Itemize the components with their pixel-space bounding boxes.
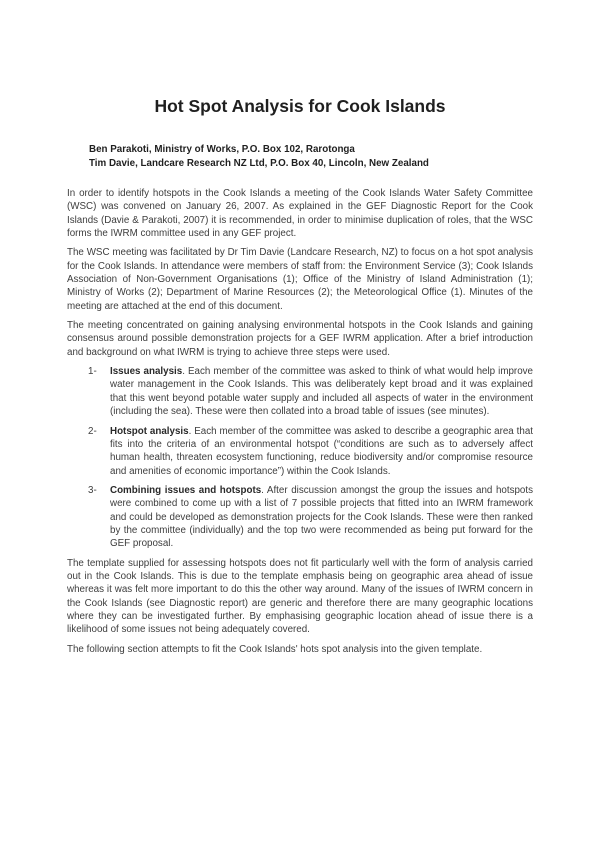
- list-item-rest: . Each member of the committee was asked to think of what would help improve water management in the Cook Islands. This was deliberately kept broad and it was explained that this went beyond potable water supply and included all aspects of water in the environment (including the sea). These were then collated into a broad table of issues (see minutes).: [110, 366, 533, 418]
- paragraph-meeting-concentrated: The meeting concentrated on gaining analysing environmental hotspots in the Cook Islands and gaining consensus around possible demonstration projects for a GEF IWRM application. After a brief introduction and background on what IWRM is trying to achieve three steps were used.: [67, 320, 533, 358]
- list-marker-3: 3-: [88, 484, 97, 496]
- paragraph-following-section: The following section attempts to fit the Cook Islands' hots spot analysis into the given template.: [67, 643, 483, 655]
- list-marker-2: 2-: [88, 425, 97, 437]
- author-line-2: Tim Davie, Landcare Research NZ Ltd, P.O. Box 40, Lincoln, New Zealand: [89, 157, 429, 169]
- paragraph-meeting-convened: In order to identify hotspots in the Cook Islands a meeting of the Cook Islands Water Safety Committee (WSC) was convened on January 26, 2007. As explained in the GEF Diagnostic Report for the Cook Islands (Davie & Parakoti, 2007) it is recommended, in order to minimise duplication of roles, that the WSC forms the IWRM committee used in any GEF project.: [67, 188, 533, 240]
- paragraph-template-supplied: The template supplied for assessing hotspots does not fit particularly well with the form of analysis carried out in the Cook Islands. This is due to the template emphasis being on geographic area ahead of issue whereas it was felt more important to do this the other way around. Many of the issues of IWRM concern in the Cook Islands (see Diagnostic report) are generic and therefore there are many geographic locations where they can be investigated further. By emphasising geographic location ahead of issue there is a likelihood of some issues not being adequately covered.: [67, 557, 533, 636]
- paragraph-meeting-facilitated: The WSC meeting was facilitated by Dr Tim Davie (Landcare Research, NZ) to focus on a hot spot analysis for the Cook Islands. In attendance were members of staff from: the Environment Service (3); Cook Islands Association of Non-Government Organisations (1); Office of the Ministry of Island Administration (1); Ministry of Works (2); Department of Marine Resources (2); the Meteorological Office (1). Minutes of the meeting are attached at the end of this document.: [67, 247, 533, 312]
- numbered-list: [67, 365, 533, 550]
- list-item-text: [110, 425, 533, 478]
- list-item-hotspot-analysis: [67, 425, 533, 478]
- list-item-text: [110, 365, 533, 418]
- list-item-lead: Hotspot analysis: [110, 425, 189, 437]
- list-marker-1: 1-: [88, 366, 97, 378]
- author-block: [89, 143, 533, 170]
- list-item-text: [110, 484, 533, 551]
- list-item-lead: Combining issues and hotspots: [110, 484, 262, 496]
- list-item-issues-analysis: [67, 365, 533, 418]
- list-item-rest: . Each member of the committee was asked to describe a geographic area that fits into the criteria of an environmental hotspot (“conditions are such as to adversely affect human health, threaten ecosystem functioning, reduce biodiversity and/or compromise resource and amenities of economic importance”) within the Cook Islands.: [110, 425, 533, 477]
- author-line-1: Ben Parakoti, Ministry of Works, P.O. Box 102, Rarotonga: [89, 144, 355, 155]
- list-item-rest: . After discussion amongst the group the issues and hotspots were combined to come up with a list of 7 possible projects that fitted into an IWRM framework and could be developed as demonstration projects for the Cook Islands. These were then ranked by the committee (individually) and the top two were recommended as being put forward for the GEF proposal.: [110, 484, 533, 550]
- list-item-lead: Issues analysis: [110, 366, 183, 378]
- list-item-combining-issues-hotspots: [67, 484, 533, 551]
- document-title: Hot Spot Analysis for Cook Islands: [154, 96, 446, 116]
